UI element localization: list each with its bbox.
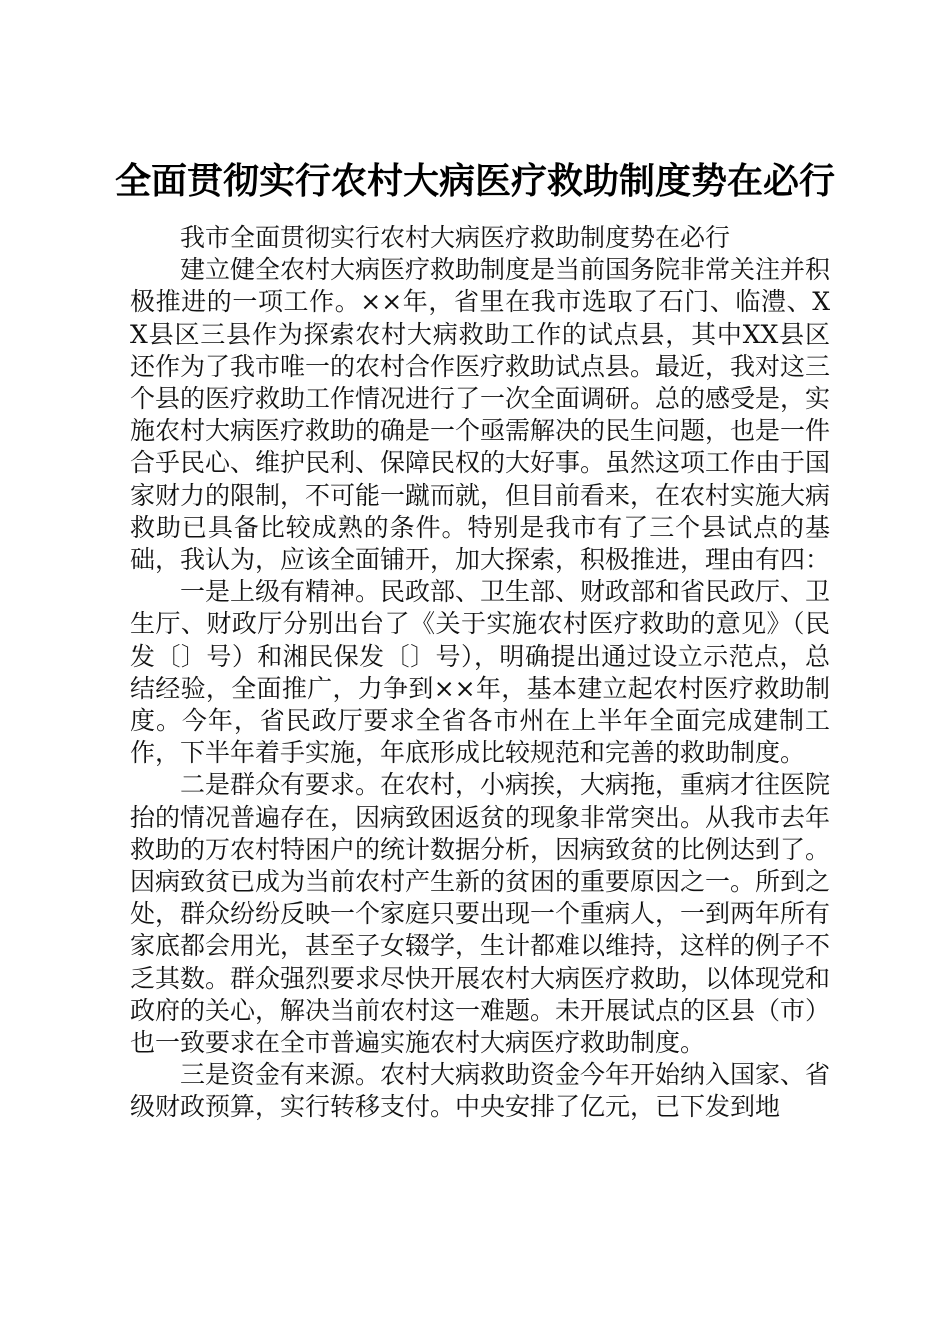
paragraph-reason-one: 一是上级有精神。民政部、卫生部、财政部和省民政厅、卫生厅、财政厅分别出台了《关于实施农村医疗救助的意见》（民发〔〕号）和湘民保发〔〕号），明确提出通过设立示范点，总结经验，全面推广，力争到××年，基本建立起农村医疗救助制度。今年，省民政厅要求全省各市州在上半年全面完成建制工作，下半年着手实施，年底形成比较规范和完善的救助制度。: [130, 577, 831, 768]
paragraph-intro: 建立健全农村大病医疗救助制度是当前国务院非常关注并积极推进的一项工作。××年，省里在我市选取了石门、临澧、XX县区三县作为探索农村大病救助工作的试点县，其中XX县区还作为了我市唯一的农村合作医疗救助试点县。最近，我对这三个县的医疗救助工作情况进行了一次全面调研。总的感受是，实施农村大病医疗救助的确是一个亟需解决的民生问题，也是一件合乎民心、维护民利、保障民权的大好事。虽然这项工作由于国家财力的限制，不可能一蹴而就，但目前看来，在农村实施大病救助已具备比较成熟的条件。特别是我市有了三个县试点的基础，我认为，应该全面铺开，加大探索，积极推进，理由有四：: [130, 255, 831, 575]
document-body: [130, 222, 830, 1124]
paragraph-reason-two: 二是群众有要求。在农村，小病挨，大病拖，重病才往医院抬的情况普遍存在，因病致困返贫的现象非常突出。从我市去年救助的万农村特困户的统计数据分析，因病致贫的比例达到了。因病致贫已成为当前农村产生新的贫困的重要原因之一。所到之处，群众纷纷反映一个家庭只要出现一个重病人，一到两年所有家底都会用光，甚至子女辍学，生计都难以维持，这样的例子不乏其数。群众强烈要求尽快开展农村大病医疗救助，以体现党和政府的关心，解决当前农村这一难题。未开展试点的区县（市）也一致要求在全市普遍实施农村大病医疗救助制度。: [130, 770, 831, 1058]
paragraph-reason-three: 三是资金有来源。农村大病救助资金今年开始纳入国家、省级财政预算，实行转移支付。中央安排了亿元，已下发到地: [130, 1060, 831, 1122]
paragraph-subtitle: 我市全面贯彻实行农村大病医疗救助制度势在必行: [180, 223, 731, 252]
document-title: 全面贯彻实行农村大病医疗救助制度势在必行: [114, 161, 835, 202]
